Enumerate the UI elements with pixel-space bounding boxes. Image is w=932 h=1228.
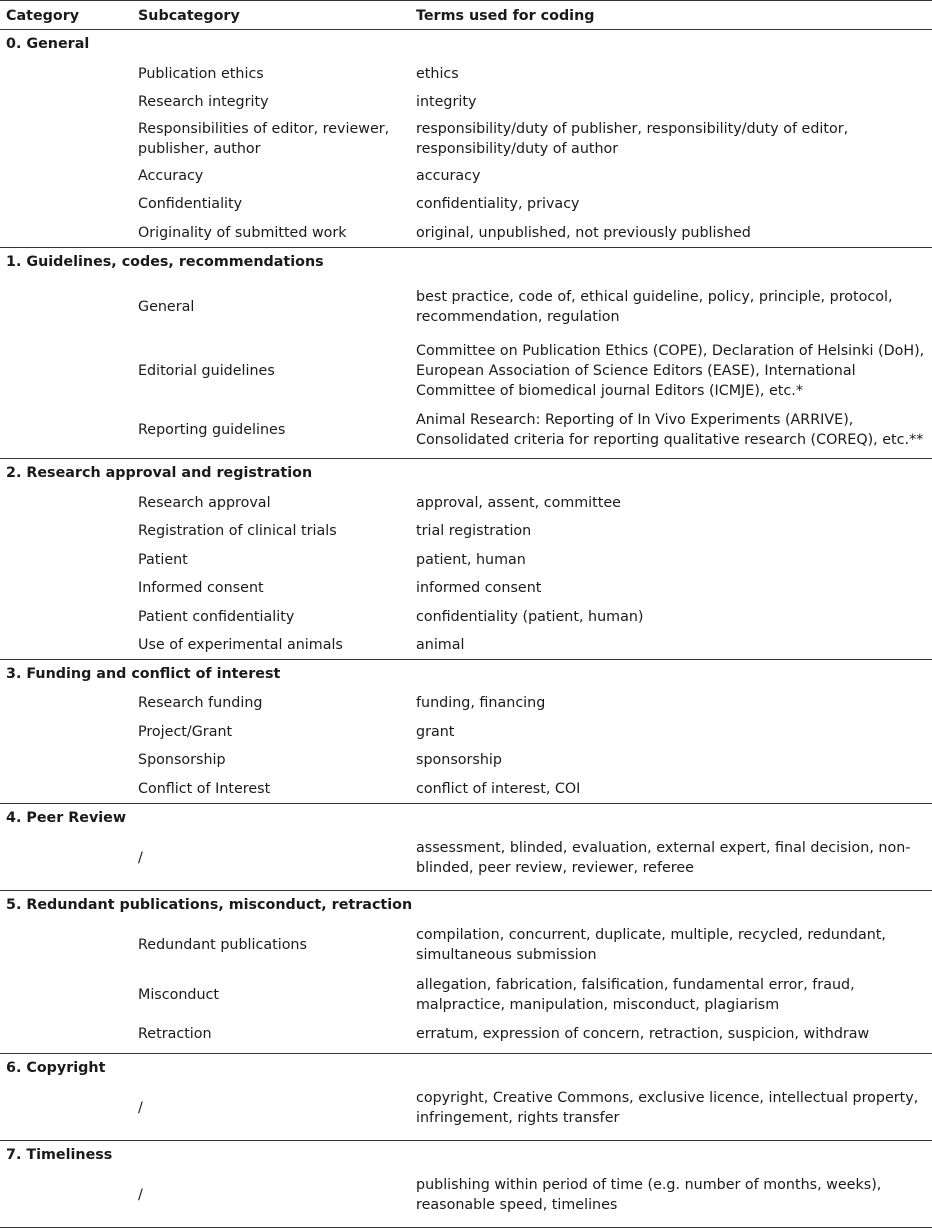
subcategory-cell: Research integrity [138,94,269,110]
section [0,459,932,660]
table-row [0,833,932,883]
terms-cell: allegation, fabrication, falsification, fundamental error, fraud, malpractice, manipulation, misconduct, plagiarism [416,977,855,1013]
terms-cell: conflict of interest, COI [416,780,581,797]
subcategory-cell: / [138,1187,143,1203]
section [0,1054,932,1141]
table-row [0,116,932,162]
table-row [0,218,932,247]
terms-cell: Animal Research: Reporting of In Vivo Experiments (ARRIVE), Consolidated criteria for reporting qualitative research (COREQ), etc.** [416,411,924,448]
subcategory-cell: Redundant publications [138,937,307,953]
section [0,248,932,459]
section [0,30,932,248]
table-row [0,1170,932,1220]
terms-cell: grant [416,723,455,740]
subcategory-cell: Sponsorship [138,752,226,768]
terms-cell: informed consent [416,580,542,596]
table-row [0,59,932,88]
table-body [0,30,932,1228]
section-title: 0. General [6,36,90,52]
terms-cell: erratum, expression of concern, retraction, suspicion, withdraw [416,1026,870,1042]
terms-cell: patient, human [416,551,526,568]
table-row [0,488,932,517]
terms-cell: approval, assent, committee [416,494,621,511]
table-row [0,162,932,190]
section-title: 3. Funding and conflict of interest [6,666,281,682]
subcategory-cell: Responsibilities of editor, reviewer, publisher, author [138,121,390,157]
terms-cell: funding, financing [416,695,546,711]
subcategory-cell: Informed consent [138,580,264,596]
table-row [0,88,932,116]
terms-cell: animal [416,637,465,653]
terms-cell: confidentiality (patient, human) [416,608,644,625]
section-title: 2. Research approval and registration [6,465,313,481]
subcategory-cell: / [138,1100,143,1116]
table-row [0,631,932,659]
table-header [0,0,932,30]
terms-cell: publishing within period of time (e.g. number of months, weeks), reasonable speed, timelines [416,1177,882,1213]
table-row [0,717,932,746]
terms-cell: ethics [416,65,459,82]
terms-cell: Committee on Publication Ethics (COPE), Declaration of Helsinki (DoH), European Association of Science Editors (EASE), International Committee of biomedical journal Editors (ICMJE), etc.* [416,342,925,399]
subcategory-cell: Project/Grant [138,723,233,740]
subcategory-cell: Registration of clinical trials [138,523,337,539]
terms-cell: accuracy [416,168,481,184]
subcategory-cell: Confidentiality [138,196,243,212]
subcategory-cell: Conflict of Interest [138,780,271,797]
table-row [0,1083,932,1133]
subcategory-cell: Accuracy [138,168,204,184]
table-row [0,689,932,717]
subcategory-cell: General [138,298,195,315]
section-title: 5. Redundant publications, misconduct, retraction [6,897,413,913]
table-row [0,970,932,1020]
header-terms: Terms used for coding [416,8,595,24]
terms-cell: responsibility/duty of publisher, responsibility/duty of editor, responsibility/duty of author [416,121,849,157]
table-row [0,545,932,574]
subcategory-cell: Research funding [138,695,263,711]
subcategory-cell: / [138,850,143,866]
subcategory-cell: Misconduct [138,987,220,1003]
table-row [0,602,932,631]
section-title: 1. Guidelines, codes, recommendations [6,254,324,270]
terms-cell: trial registration [416,523,532,539]
table-row [0,405,932,454]
section-title: 7. Timeliness [6,1147,113,1163]
terms-cell: confidentiality, privacy [416,196,580,212]
section [0,804,932,891]
section-title: 4. Peer Review [6,810,127,826]
terms-cell: assessment, blinded, evaluation, external expert, final decision, non-blinded, peer review, reviewer, referee [416,840,911,876]
subcategory-cell: Patient [138,551,188,568]
terms-cell: compilation, concurrent, duplicate, multiple, recycled, redundant, simultaneous submission [416,927,886,963]
terms-cell: original, unpublished, not previously published [416,224,751,241]
subcategory-cell: Retraction [138,1026,212,1042]
table-row [0,574,932,602]
section [0,660,932,804]
terms-cell: sponsorship [416,752,502,768]
section-title: 6. Copyright [6,1060,106,1076]
table-row [0,336,932,405]
table-row [0,774,932,803]
terms-cell: best practice, code of, ethical guideline, policy, principle, protocol, recommendation, regulation [416,288,893,325]
subcategory-cell: Originality of submitted work [138,224,347,241]
section [0,891,932,1054]
table-row [0,190,932,218]
section [0,1141,932,1228]
subcategory-cell: Editorial guidelines [138,362,275,379]
terms-cell: integrity [416,94,477,110]
subcategory-cell: Publication ethics [138,65,264,82]
table-row [0,1020,932,1048]
header-subcategory: Subcategory [138,8,240,24]
subcategory-cell: Use of experimental animals [138,637,343,653]
subcategory-cell: Reporting guidelines [138,421,286,438]
table-row [0,517,932,545]
subcategory-cell: Patient confidentiality [138,608,295,625]
terms-cell: copyright, Creative Commons, exclusive licence, intellectual property, infringement, rights transfer [416,1090,919,1126]
table-row [0,920,932,970]
header-category: Category [6,8,80,24]
table-row [0,746,932,774]
subcategory-cell: Research approval [138,494,271,511]
table-row [0,277,932,336]
